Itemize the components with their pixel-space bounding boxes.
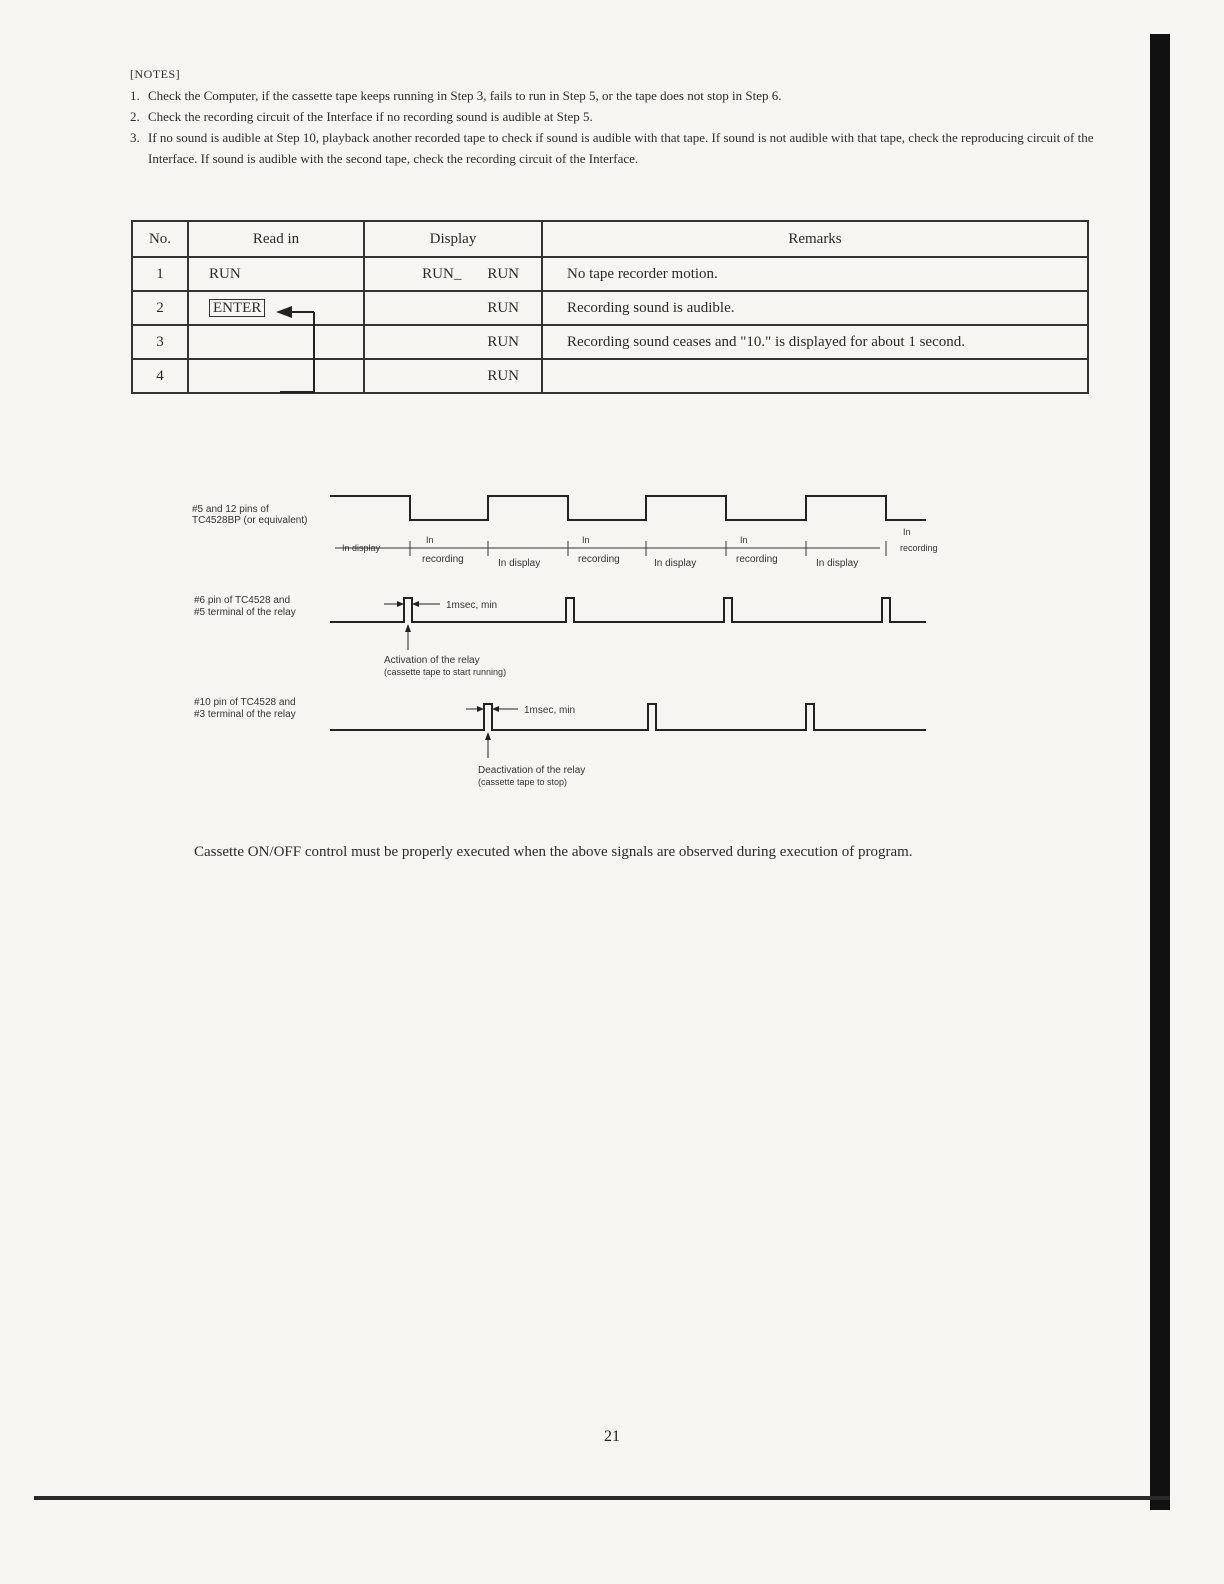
cell-remarks: Recording sound ceases and "10." is displayed for about 1 second.: [542, 325, 1088, 359]
signal2-waveform: [330, 598, 926, 622]
cell-display: RUN: [364, 325, 542, 359]
note-text: Check the recording circuit of the Interface if no recording sound is audible at Step 5.: [148, 109, 593, 124]
activation-label: Activation of the relay: [384, 655, 480, 666]
phase-in-recording: In: [582, 535, 590, 545]
notes-heading: [NOTES]: [130, 67, 181, 81]
header-remarks: Remarks: [542, 221, 1088, 257]
arrowhead-icon: [492, 706, 499, 712]
signal3-label: #10 pin of TC4528 and: [194, 697, 296, 708]
up-arrow-icon: [485, 732, 491, 740]
header-read-in: Read in: [188, 221, 364, 257]
phase-in-display: In display: [342, 543, 381, 553]
phase-in-display: In display: [816, 558, 859, 569]
activation-label: (cassette tape to start running): [384, 667, 507, 677]
display-prompt: RUN_: [422, 265, 462, 282]
phase-in-recording: In: [903, 527, 911, 537]
header-display: Display: [364, 221, 542, 257]
phase-in-display: In display: [498, 558, 541, 569]
cell-no: 1: [132, 257, 188, 291]
signal3-waveform: [330, 704, 926, 730]
signal1-waveform: [330, 496, 926, 520]
signal2-label: #6 pin of TC4528 and: [194, 595, 291, 606]
cell-read-in: RUN: [188, 257, 364, 291]
signal3-label: #3 terminal of the relay: [194, 709, 296, 720]
up-arrow-icon: [405, 624, 411, 632]
note-number: 3.: [130, 130, 140, 145]
note-text: If no sound is audible at Step 10, playback another recorded tape to check if sound is audible with that tape. If sound is not audible with that tape, check the reproducing circuit of the Interface. If sound is audible with the second tape, check the recording circuit of the Interface.: [148, 130, 1094, 166]
signal1-label: TC4528BP (or equivalent): [192, 515, 308, 526]
cell-no: 2: [132, 291, 188, 325]
cell-no: 3: [132, 325, 188, 359]
note-text: Check the Computer, if the cassette tape keeps running in Step 3, fails to run in Step 5, or the tape does not stop in Step 6.: [148, 88, 782, 103]
cell-no: 4: [132, 359, 188, 393]
phase-in-recording: recording: [422, 554, 464, 565]
phase-in-recording: In: [426, 535, 434, 545]
deactivation-label: (cassette tape to stop): [478, 777, 568, 787]
arrowhead-icon: [412, 601, 419, 607]
signal1-label: #5 and 12 pins of: [192, 504, 269, 515]
enter-key: ENTER: [209, 299, 265, 317]
note-number: 2.: [130, 109, 140, 124]
display-value: RUN: [487, 265, 519, 282]
phase-in-recording: recording: [900, 543, 938, 553]
phase-in-recording: recording: [736, 554, 778, 565]
phase-in-recording: recording: [578, 554, 620, 565]
header-no: No.: [132, 221, 188, 257]
deactivation-label: Deactivation of the relay: [478, 765, 586, 776]
cell-display: RUN: [364, 359, 542, 393]
pulse-width-label: 1msec, min: [446, 600, 498, 611]
cell-display: RUN: [364, 291, 542, 325]
cell-remarks: Recording sound is audible.: [542, 291, 1088, 325]
phase-in-recording: In: [740, 535, 748, 545]
cell-remarks: No tape recorder motion.: [542, 257, 1088, 291]
arrowhead-icon: [477, 706, 484, 712]
note-number: 1.: [130, 88, 140, 103]
phase-in-display: In display: [654, 558, 697, 569]
pulse-width-label: 1msec, min: [524, 705, 576, 716]
arrowhead-icon: [397, 601, 404, 607]
signal2-label: #5 terminal of the relay: [194, 607, 296, 618]
caption: Cassette ON/OFF control must be properly executed when the above signals are observed during execution of program.: [194, 844, 913, 860]
page-number: 21: [604, 1428, 620, 1445]
